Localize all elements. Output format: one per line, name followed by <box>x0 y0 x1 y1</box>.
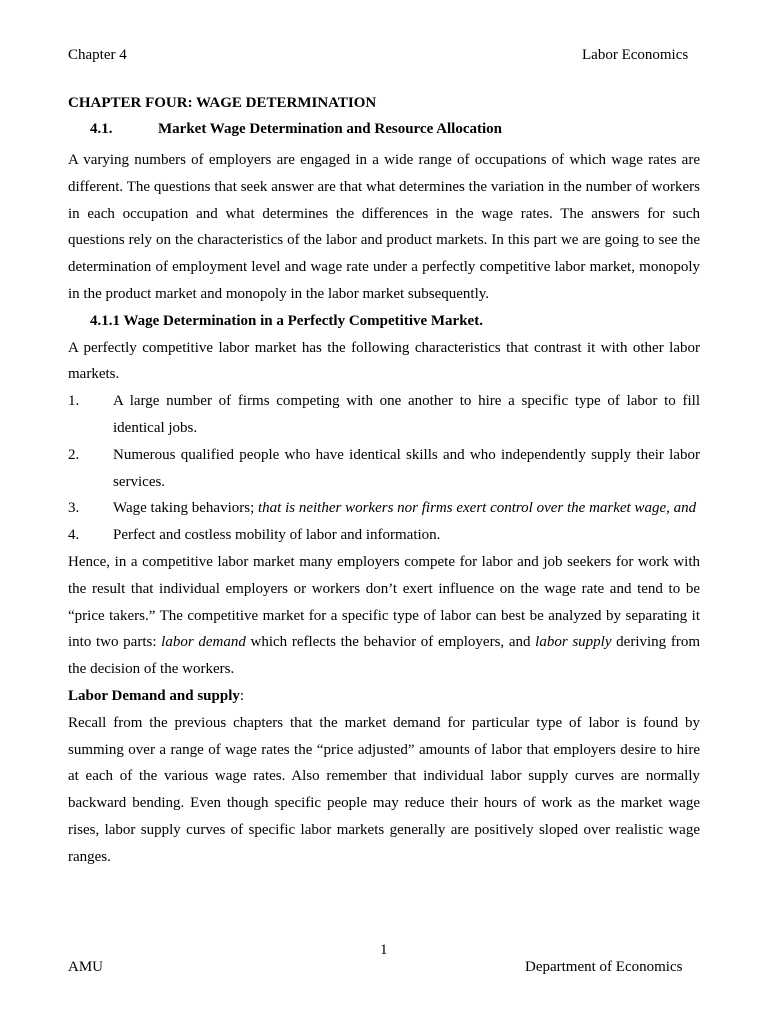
paragraph-intro: A varying numbers of employers are engaged in a wide range of occupations of which wage rates are different. The questions that seek answer are that what determines the variation in the number of workers in each occupation and what determines the differences in the wage rates. The answers for such questions rely on the characteristics of the labor and product markets. In this part we are going to see the determination of employment level and wage rate under a perfectly competitive labor market, monopoly in the product market and monopoly in the labor market subsequently. <box>68 152 700 302</box>
list-item-number: 4. <box>68 527 80 544</box>
labor-heading-bold: Labor Demand and supply <box>68 687 240 704</box>
section-title: Market Wage Determination and Resource Allocation <box>158 121 502 137</box>
term-labor-supply: labor supply <box>535 634 612 651</box>
section-heading-4-1-1: 4.1.1 Wage Determination in a Perfectly Competitive Market. <box>90 312 483 329</box>
paragraph-recall: Recall from the previous chapters that the market demand for particular type of labor is found by summing over a range of wage rates the “price adjusted” amounts of labor that employers desire to hire at each of the various wage rates. Also remember that individual labor supply curves are normally backward bending. Even though specific people may reduce their hours of work as the market wage rises, labor supply curves of specific labor markets generally are positively sloped over realistic wage ranges. <box>68 714 700 865</box>
header-course-title: Labor Economics <box>582 47 689 63</box>
page-content <box>68 94 700 871</box>
footer-institution: AMU <box>68 959 104 975</box>
list-item-text: Numerous qualified people who have identical skills and who independently supply their labor services. <box>113 446 700 490</box>
page-number: 1 <box>380 942 388 958</box>
header-chapter: Chapter 4 <box>68 47 127 63</box>
list-item-number: 2. <box>68 446 80 463</box>
section-number: 4.1. <box>90 121 113 137</box>
list-item <box>68 495 700 522</box>
list-item-text: A large number of firms competing with one another to hire a specific type of labor to fill identical jobs. <box>113 393 700 436</box>
list-item-text <box>113 495 700 522</box>
footer-department: Department of Economics <box>525 959 683 975</box>
list-item <box>68 522 700 549</box>
paragraph-hence-part1: Hence, in a competitive labor market many employers compete for labor and job seekers for work with the result that individual employers or workers don’t exert influence on the wage rate and tend to be “price takers.” The competitive market for a specific type of labor can best be analyzed by separating it into two parts: <box>68 553 700 651</box>
section-heading-4-1 <box>68 120 700 138</box>
paragraph-hence <box>68 549 700 683</box>
list-item-text-italic: that is neither workers nor firms exert control over the market wage, and <box>258 500 697 517</box>
paragraph-hence-part3: deriving from the decision of the workers. <box>68 634 700 678</box>
list-item <box>68 442 700 496</box>
list-item-number: 3. <box>68 500 80 517</box>
term-labor-demand: labor demand <box>161 634 246 651</box>
labor-demand-supply-heading <box>68 683 700 710</box>
list-item-text-plain: Wage taking behaviors; <box>113 500 258 517</box>
paragraph-characteristics: A perfectly competitive labor market has the following characteristics that contrast it with other labor markets. <box>68 339 700 383</box>
list-item-number: 1. <box>68 393 80 410</box>
chapter-title: CHAPTER FOUR: WAGE DETERMINATION <box>68 95 377 111</box>
list-item-text: Perfect and costless mobility of labor and information. <box>113 527 441 544</box>
labor-heading-suffix: : <box>239 687 245 704</box>
list-item <box>68 388 700 442</box>
paragraph-hence-part2: which reflects the behavior of employers, and <box>245 634 536 651</box>
